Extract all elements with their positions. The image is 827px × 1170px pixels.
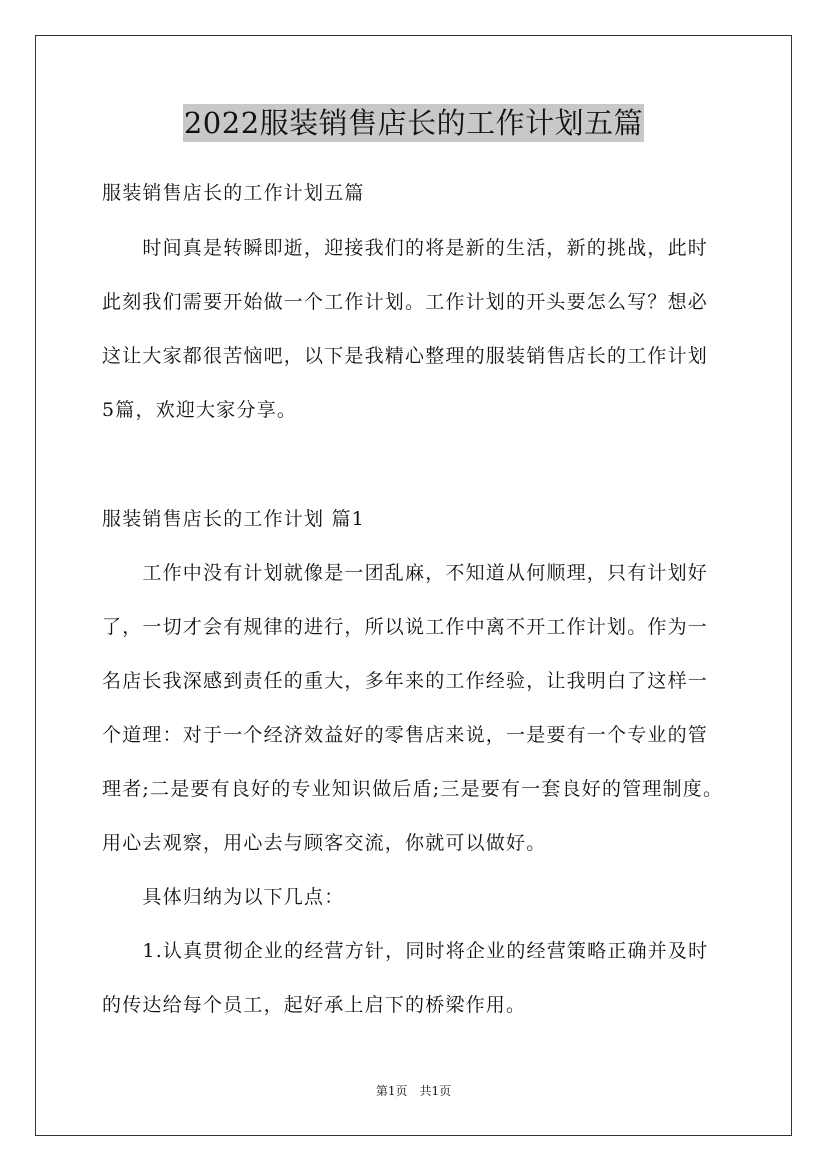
document-title-text: 2022服装销售店长的工作计划五篇 — [183, 106, 644, 140]
subtitle-line: 服装销售店长的工作计划五篇 — [102, 182, 365, 204]
body-line-3: 名店长我深感到责任的重大，多年来的工作经验，让我明白了这样一 — [102, 670, 709, 692]
body-line-2: 了，一切才会有规律的进行，所以说工作中离不开工作计划。作为一 — [102, 616, 709, 638]
body-line-4: 个道理：对于一个经济效益好的零售店来说，一是要有一个专业的管 — [102, 724, 709, 746]
intro-line-3: 这让大家都很苦恼吧，以下是我精心整理的服装销售店长的工作计划 — [102, 345, 709, 367]
body-line-7: 具体归纳为以下几点： — [102, 886, 345, 908]
body-line-6: 用心去观察，用心去与顾客交流，你就可以做好。 — [102, 832, 547, 854]
section-heading-1: 服装销售店长的工作计划 篇1 — [102, 508, 365, 530]
page-footer: 第1页 共1页 — [375, 1084, 452, 1098]
document-title — [0, 104, 827, 142]
body-line-8: 1.认真贯彻企业的经营方针，同时将企业的经营策略正确并及时 — [102, 940, 709, 962]
intro-line-1: 时间真是转瞬即逝，迎接我们的将是新的生活，新的挑战，此时 — [102, 237, 709, 259]
intro-line-4: 5篇，欢迎大家分享。 — [102, 399, 298, 421]
body-line-5: 理者;二是要有良好的专业知识做后盾;三是要有一套良好的管理制度。 — [102, 778, 724, 800]
body-line-1: 工作中没有计划就像是一团乱麻，不知道从何顺理，只有计划好 — [102, 562, 709, 584]
body-line-9: 的传达给每个员工，起好承上启下的桥梁作用。 — [102, 994, 527, 1016]
intro-line-2: 此刻我们需要开始做一个工作计划。工作计划的开头要怎么写？想必 — [102, 291, 709, 313]
